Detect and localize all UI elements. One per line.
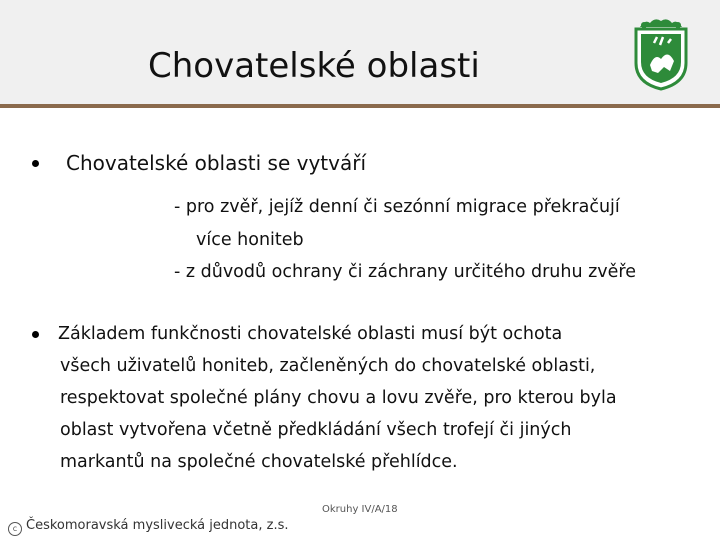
bullet-dot	[32, 160, 39, 167]
bullet-heading: Chovatelské oblasti se vytváří	[66, 151, 367, 175]
paragraph-line: respektovat společné plány chovu a lovu zvěře, pro kterou byla	[60, 388, 617, 408]
copyright-icon: c	[8, 522, 22, 536]
paragraph-line: oblast vytvořena včetně předkládání všech trofejí či jiných	[60, 420, 572, 440]
cmmj-emblem-icon	[630, 15, 692, 91]
slide-footer: Okruhy IV/A/18	[322, 504, 398, 515]
header-divider	[0, 104, 720, 108]
sub-line: více honiteb	[196, 230, 304, 250]
sub-line: - z důvodů ochrany či záchrany určitého druhu zvěře	[174, 262, 636, 282]
paragraph-line: všech uživatelů honiteb, začleněných do chovatelské oblasti,	[60, 356, 596, 376]
bullet-dot	[32, 331, 39, 338]
copyright-notice	[8, 518, 289, 536]
paragraph-line: markantů na společné chovatelské přehlídce.	[60, 452, 458, 472]
sub-line: - pro zvěř, jejíž denní či sezónní migrace překračují	[174, 197, 620, 217]
paragraph-line: Základem funkčnosti chovatelské oblasti musí být ochota	[58, 324, 563, 344]
copyright-text: Českomoravská myslivecká jednota, z.s.	[26, 518, 289, 533]
slide-title: Chovatelské oblasti	[148, 46, 480, 86]
